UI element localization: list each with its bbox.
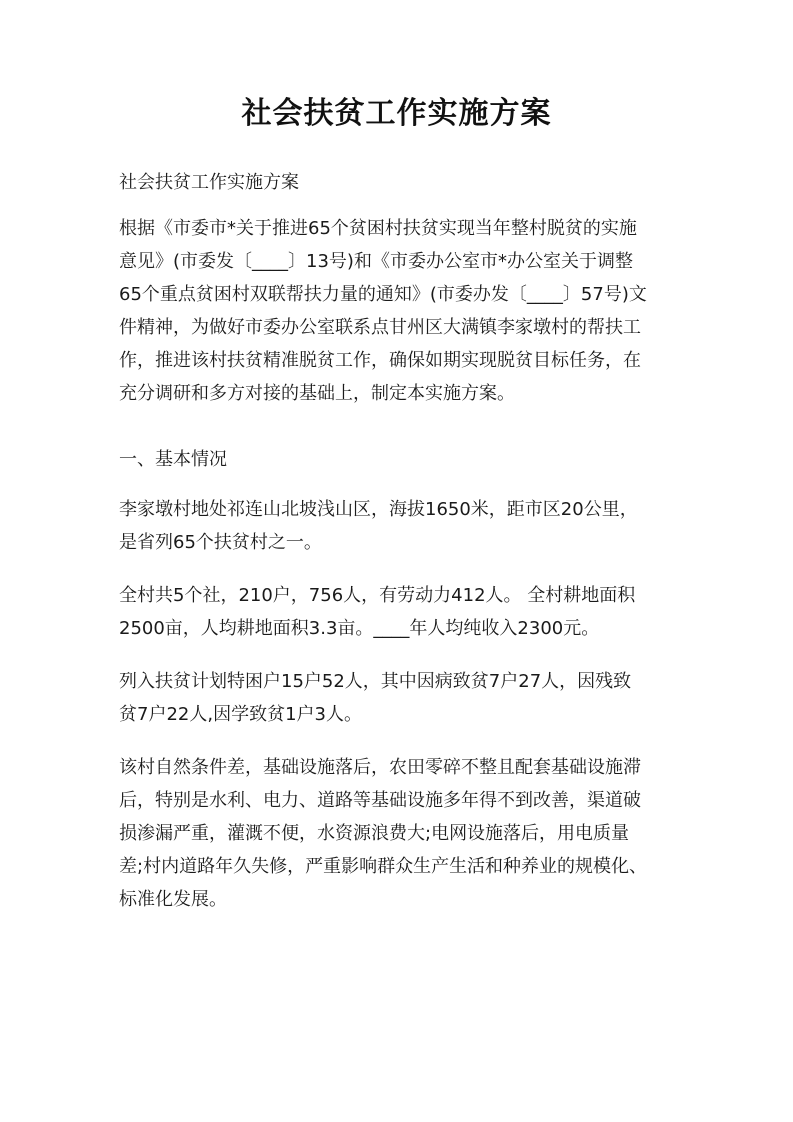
poverty-line: 贫7户22人,因学致贫1户3人。 bbox=[119, 704, 362, 725]
population-line: 全村共5个社，210户，756人，有劳动力412人。 全村耕地面积 bbox=[119, 585, 636, 606]
intro-line: 根据《市委市*关于推进65个贫困村扶贫实现当年整村脱贫的实施 bbox=[119, 218, 637, 239]
document-title: 社会扶贫工作实施方案 bbox=[241, 96, 552, 131]
document-subtitle: 社会扶贫工作实施方案 bbox=[119, 172, 299, 193]
location-paragraph bbox=[119, 493, 679, 559]
conditions-line: 后，特别是水利、电力、道路等基础设施多年得不到改善，渠道破 bbox=[119, 790, 641, 811]
intro-line: 充分调研和多方对接的基础上，制定本实施方案。 bbox=[119, 383, 515, 404]
conditions-line: 标准化发展。 bbox=[119, 889, 227, 910]
intro-line: 作，推进该村扶贫精准脱贫工作，确保如期实现脱贫目标任务，在 bbox=[119, 350, 641, 371]
conditions-line: 差;村内道路年久失修，严重影响群众生产生活和种养业的规模化、 bbox=[119, 856, 648, 877]
population-paragraph bbox=[119, 579, 679, 645]
poverty-paragraph bbox=[119, 665, 679, 731]
location-line: 李家墩村地处祁连山北坡浅山区，海拔1650米，距市区20公里， bbox=[119, 499, 638, 520]
conditions-line: 损渗漏严重，灌溉不便，水资源浪费大;电网设施落后，用电质量 bbox=[119, 823, 630, 844]
intro-line: 65个重点贫困村双联帮扶力量的通知》(市委办发〔____〕57号)文 bbox=[119, 284, 647, 305]
conditions-line: 该村自然条件差，基础设施落后，农田零碎不整且配套基础设施滞 bbox=[119, 757, 641, 778]
section-heading: 一、基本情况 bbox=[119, 449, 227, 470]
location-line: 是省列65个扶贫村之一。 bbox=[119, 532, 322, 553]
intro-paragraph bbox=[119, 212, 679, 410]
poverty-line: 列入扶贫计划特困户15户52人，其中因病致贫7户27人，因残致 bbox=[119, 671, 632, 692]
intro-line: 件精神，为做好市委办公室联系点甘州区大满镇李家墩村的帮扶工 bbox=[119, 317, 641, 338]
intro-line: 意见》(市委发〔____〕13号)和《市委办公室市*办公室关于调整 bbox=[119, 251, 633, 272]
conditions-paragraph bbox=[119, 751, 679, 916]
population-line: 2500亩，人均耕地面积3.3亩。____年人均纯收入2300元。 bbox=[119, 618, 600, 639]
